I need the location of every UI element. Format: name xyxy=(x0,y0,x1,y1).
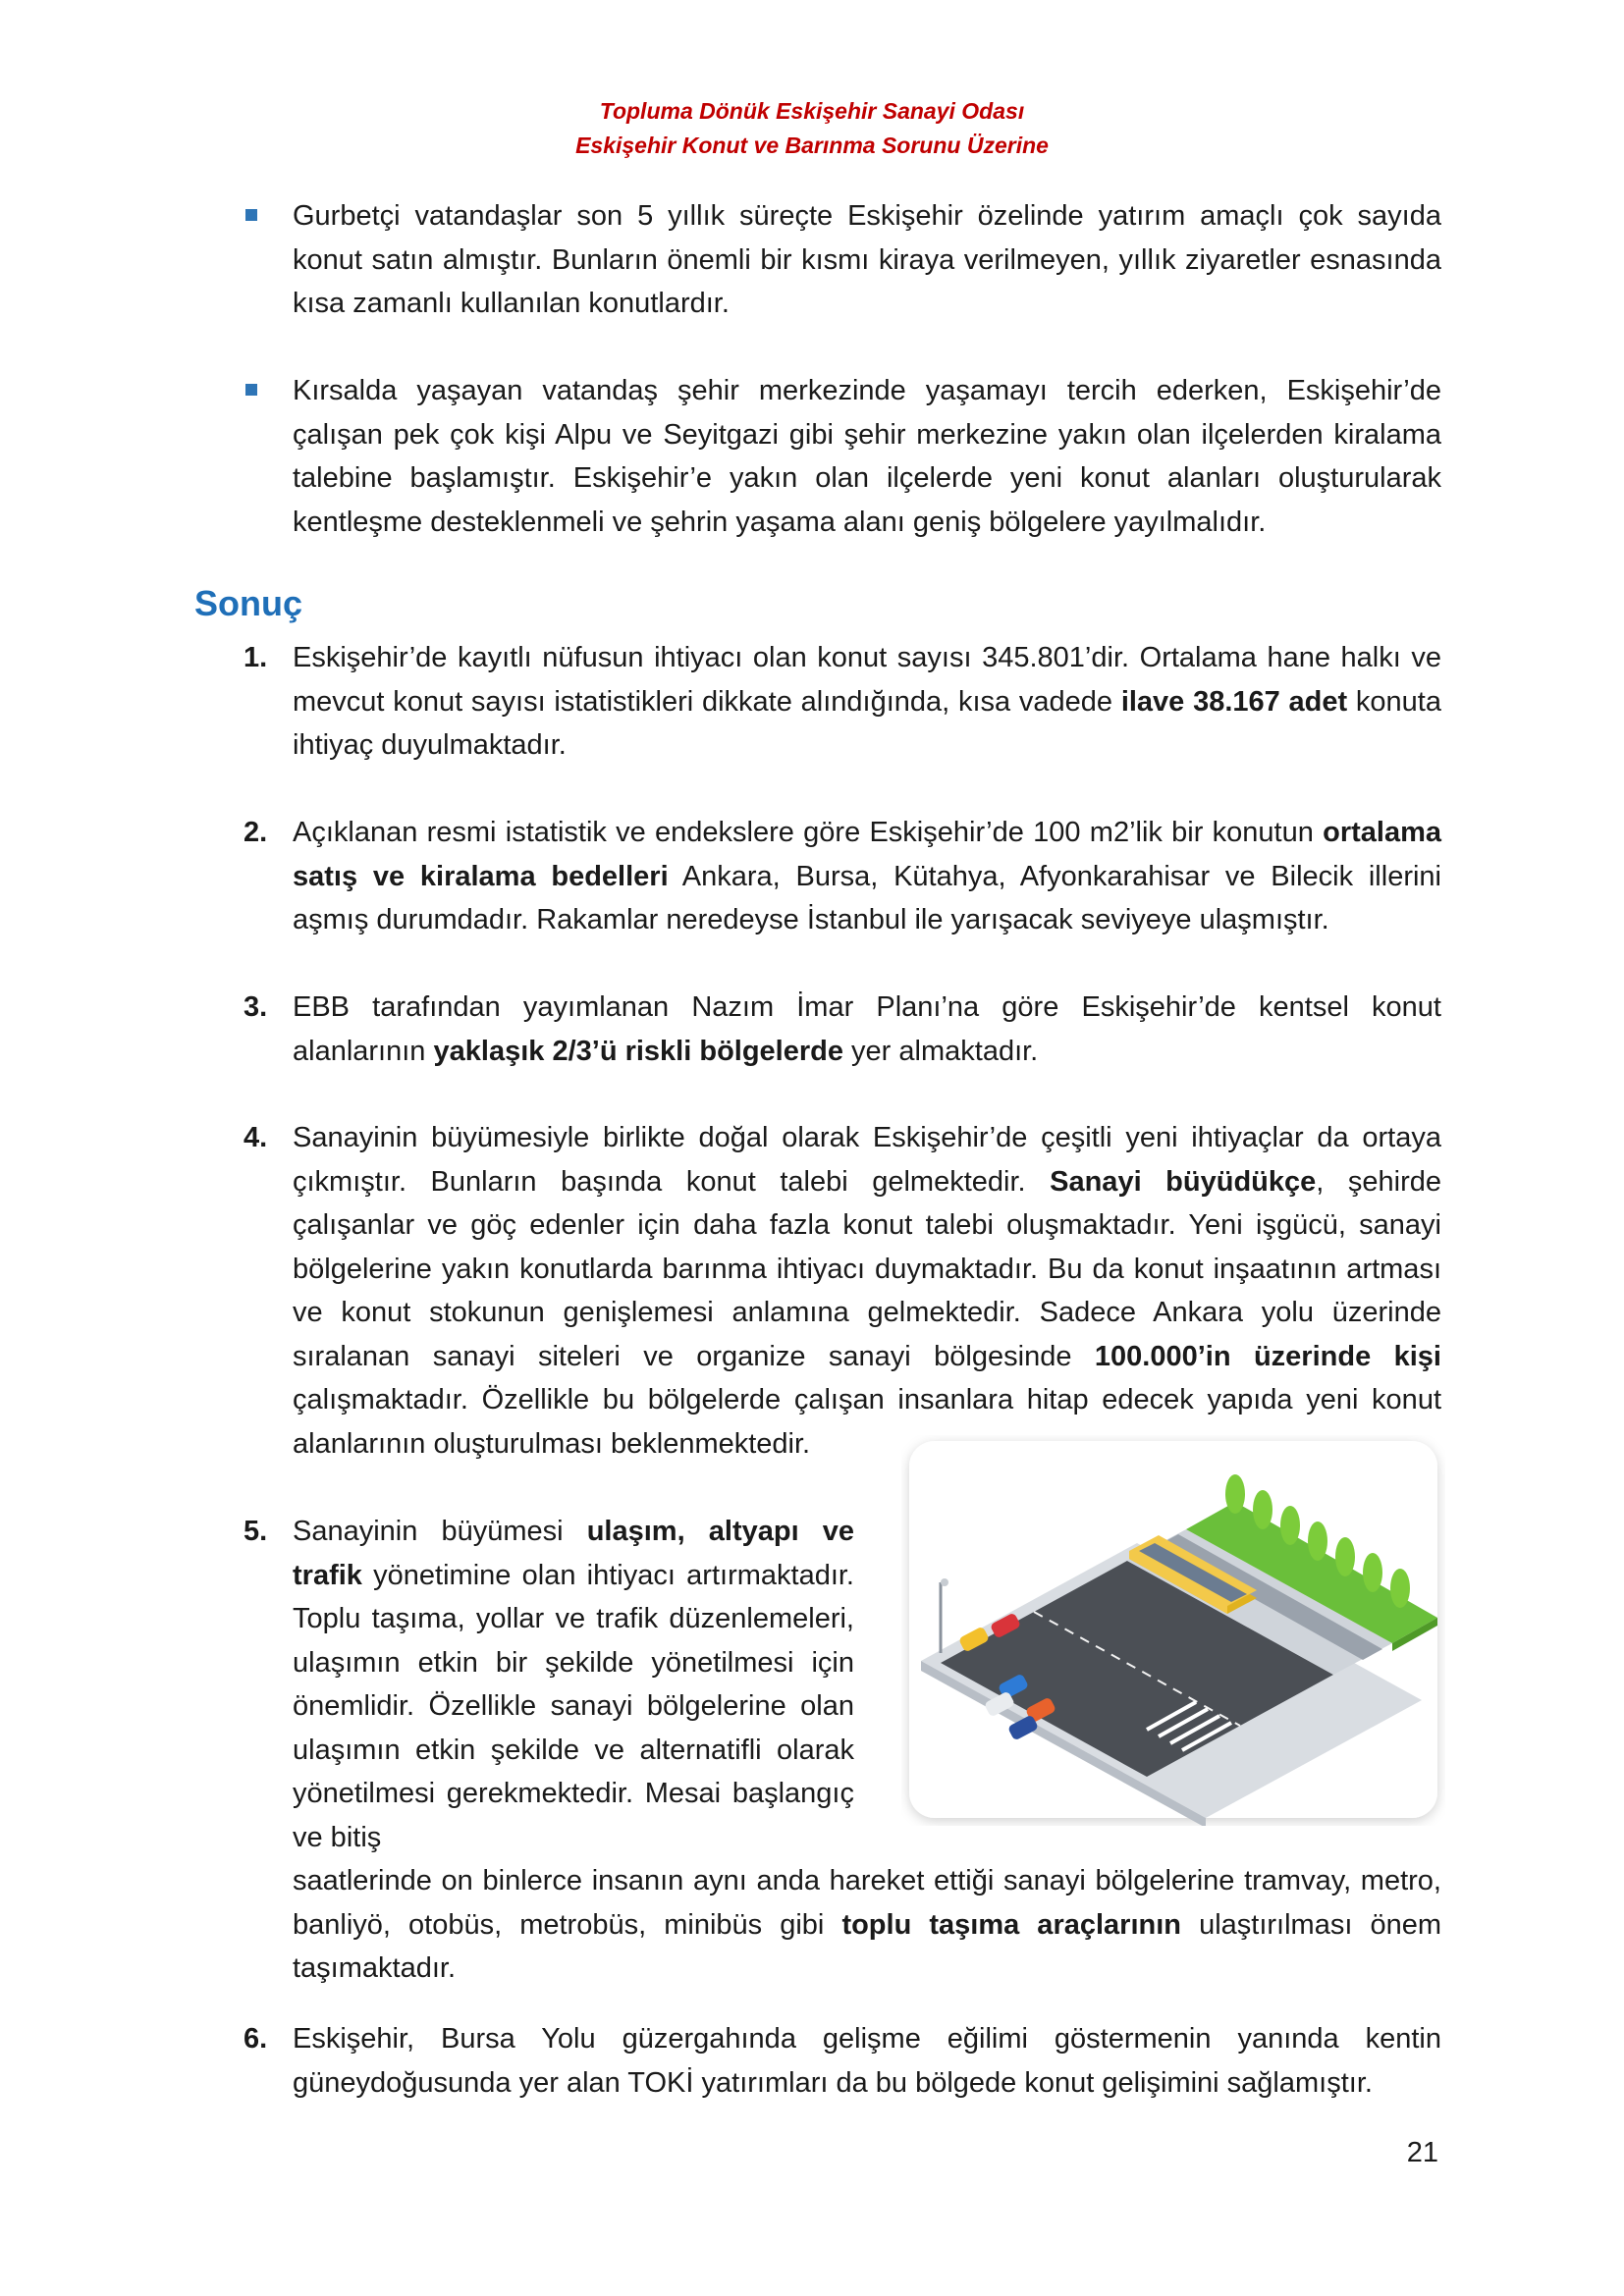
city-transport-illustration xyxy=(901,1435,1445,1826)
bullet-item xyxy=(293,194,1441,326)
item-text: Eskişehir, Bursa Yolu güzergahında gelişme eğilimi göstermenin yanında kentin güneydoğusunda yer alan TOKİ yatırımları da bu bölgede konut gelişimini sağlamıştır. xyxy=(293,2023,1441,2099)
item-number: 3. xyxy=(244,991,268,1023)
header-line-2: Eskişehir Konut ve Barınma Sorunu Üzerine xyxy=(575,133,1049,158)
item-number: 1. xyxy=(244,642,268,673)
emphasis-text: ortalama satış ve kiralama bedelleri xyxy=(293,817,1441,892)
item-text: Sanayinin büyümesi ulaşım, altyapı ve trafik yönetimine olan ihtiyacı artırmaktadır. Toplu taşıma, yollar ve trafik düzenlemeleri, ulaşımın etkin bir şekilde yönetilmesi için önemlidir. Özellikle sanayi bölgelerine olan ulaşımın etkin şekilde ve alternatifli olarak yönetilmesi gerekmektedir. Mesai başlangıç ve bitiş xyxy=(293,1516,854,1853)
numbered-item xyxy=(244,636,1441,768)
item-number: 4. xyxy=(244,1122,268,1153)
square-bullet-icon xyxy=(245,384,257,396)
emphasis-text: ilave 38.167 adet xyxy=(1120,685,1348,718)
numbered-item xyxy=(244,811,1441,942)
item-number: 2. xyxy=(244,817,268,848)
running-header xyxy=(0,94,1624,163)
numbered-item xyxy=(244,1116,1441,1466)
section-title: Sonuç xyxy=(194,583,303,623)
emphasis-text: toplu taşıma araçlarının xyxy=(841,1908,1181,1941)
item-text-continued: saatlerinde on binlerce insanın aynı anda hareket ettiği sanayi bölgelerine tramvay, metro, banliyö, otobüs, metrobüs, minibüs gibi toplu taşıma araçlarının ulaştırılması önem taşımaktadır. xyxy=(293,1865,1441,1984)
square-bullet-icon xyxy=(245,209,257,221)
emphasis-text: 100.000’in üzerinde kişi xyxy=(1094,1340,1441,1372)
item-text: Eskişehir’de kayıtlı nüfusun ihtiyacı olan konut sayısı 345.801’dir. Ortalama hane halkı ve mevcut konut sayısı istatistikleri dikkate alındığında, kısa vadede ilave 38.167 adet konuta ihtiyaç duyulmaktadır. xyxy=(293,642,1441,761)
item-number: 5. xyxy=(244,1516,268,1547)
numbered-item xyxy=(244,2017,1441,2105)
emphasis-text: yaklaşık 2/3’ü riskli bölgelerde xyxy=(433,1035,843,1067)
item-text: Sanayinin büyümesiyle birlikte doğal olarak Eskişehir’de çeşitli yeni ihtiyaçlar da ortaya çıkmıştır. Bunların başında konut talebi gelmektedir. Sanayi büyüdükçe, şehirde çalışanlar ve göç edenler için daha fazla konut talebi oluşmaktadır. Yeni işgücü, sanayi bölgelerine yakın konutlarda barınma ihtiyacı duymaktadır. Bu da konut inşaatının artması ve konut stokunun genişlemesi anlamına gelmektedir. Sadece Ankara yolu üzerinde sıralanan sanayi siteleri ve organize sanayi bölgesinde 100.000’in üzerinde kişi çalışmaktadır. Özellikle bu bölgelerde çalışan insanlara hitap edecek yapıda yeni konut alanlarının oluşturulması beklenmektedir. xyxy=(293,1122,1441,1460)
emphasis-text: ulaşım, altyapı ve trafik xyxy=(293,1516,854,1591)
bullet-item xyxy=(293,369,1441,544)
bullet-text: Kırsalda yaşayan vatandaş şehir merkezinde yaşamayı tercih ederken, Eskişehir’de çalışan pek çok kişi Alpu ve Seyitgazi gibi şehir merkezine yakın olan ilçelerden kiralama talebine başlamıştır. Eskişehir’e yakın olan ilçelerde yeni konut alanları oluşturularak kentleşme desteklenmeli ve şehrin yaşama alanı geniş bölgelere yayılmalıdır. xyxy=(293,375,1441,538)
bullet-text: Gurbetçi vatandaşlar son 5 yıllık süreçte Eskişehir özelinde yatırım amaçlı çok sayıda konut satın almıştır. Bunların önemli bir kısmı kiraya verilmeyen, yıllık ziyaretler esnasında kısa zamanlı kullanılan konutlardır. xyxy=(293,200,1441,319)
item-text: Açıklanan resmi istatistik ve endekslere göre Eskişehir’de 100 m2’lik bir konutun ortalama satış ve kiralama bedelleri Ankara, Bursa, Kütahya, Afyonkarahisar ve Bilecik illerini aşmış durumdadır. Rakamlar neredeyse İstanbul ile yarışacak seviyeye ulaşmıştır. xyxy=(293,817,1441,935)
item-number: 6. xyxy=(244,2023,268,2055)
page-number: 21 xyxy=(1406,2137,1438,2168)
numbered-item xyxy=(244,986,1441,1073)
item-text: EBB tarafından yayımlanan Nazım İmar Planı’na göre Eskişehir’de kentsel konut alanlarının yaklaşık 2/3’ü riskli bölgelerde yer almaktadır. xyxy=(293,991,1441,1067)
emphasis-text: Sanayi büyüdükçe xyxy=(1050,1165,1317,1198)
header-line-1: Topluma Dönük Eskişehir Sanayi Odası xyxy=(599,98,1025,124)
